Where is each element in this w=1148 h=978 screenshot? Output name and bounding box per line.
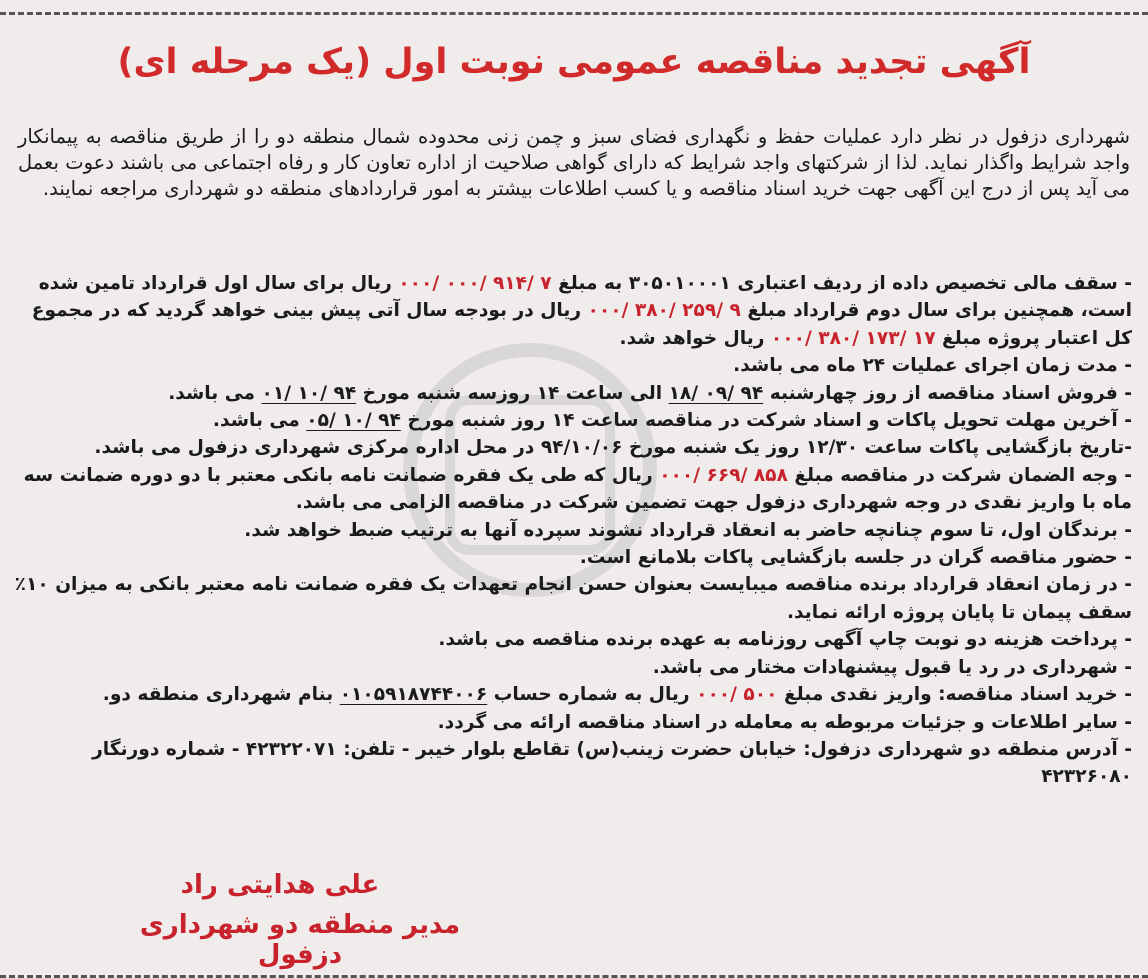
account-number: ۰۱۰۵۹۱۸۷۴۴۰۰۶ [339, 684, 488, 706]
top-dashed-border [0, 12, 1148, 15]
attendance-item: - حضور مناقصه گران در جلسه بازگشایی پاکات بلامانع است. [579, 547, 1132, 569]
performance-item: - در زمان انعقاد قرارداد برنده مناقصه میبایست بعنوان حسن انجام تعهدات یک فقره ضمانت نامه معتبر بانکی به میزان ۱۰٪ سقف پیمان تا پایان پروژه ارائه نماید. [14, 574, 1132, 623]
budget-amount-year1: ۷ /۹۱۴ /۰۰۰ /۰۰۰ [398, 273, 552, 294]
conditions-list [14, 270, 1132, 791]
discretion-item: - شهرداری در رد یا قبول پیشنهادات مختار می باشد. [652, 656, 1132, 678]
deadline-date: ۹۴ /۱۰ /۰۵ [306, 410, 401, 432]
budget-amount-total: ۱۷ /۱۷۳ /۳۸۰ /۰۰۰ [770, 327, 936, 349]
budget-item: - سقف مالی تخصیص داده از ردیف اعتباری ۳۰۵۰۱۰۰۰۱ به مبلغ ۷ /۹۱۴ /۰۰۰ /۰۰۰ ریال برای سال اول قرارداد تامین شده است، همچنین برای سال دوم قرارداد مبلغ ۹ /۲۵۹ /۳۸۰ /۰۰۰ ریال در بودجه سال آتی پیش بینی خواهد گردید که در مجموع کل اعتبار پروژه مبلغ ۱۷ /۱۷۳ /۳۸۰ /۰۰۰ ریال خواهد شد. [31, 273, 1132, 349]
guarantee-amount: ۸۵۸ /۶۶۹ /۰۰۰ [659, 464, 788, 486]
address-item: - آدرس منطقه دو شهرداری دزفول: خیابان حضرت زینب(س) تقاطع بلوار خیبر - تلفن: ۴۲۳۲۲۰۷۱ - شماره دورنگار ۴۲۳۲۶۰۸۰ [92, 738, 1132, 788]
docs-amount: ۵۰۰ /۰۰۰ [696, 684, 778, 706]
sale-end-date: ۹۴ /۱۰ /۰۱ [261, 382, 357, 404]
deadline-item: - آخرین مهلت تحویل پاکات و اسناد شرکت در مناقصه ساعت ۱۴ روز شنبه مورخ ۹۴ /۱۰ /۰۵ می باشد. [212, 410, 1132, 432]
sale-start-date: ۹۴ /۰۹ /۱۸ [668, 382, 764, 404]
winners-item: - برندگان اول، تا سوم چنانچه حاضر به انعقاد قرارداد نشوند سپرده آنها به ترتیب ضبط خواهد شد. [244, 519, 1132, 541]
other-item: - سایر اطلاعات و جزئیات مربوطه به معامله در اسناد مناقصه ارائه می گردد. [437, 711, 1132, 733]
guarantee-item: - وجه الضمان شرکت در مناقصه مبلغ ۸۵۸ /۶۶۹ /۰۰۰ ریال که طی یک فقره ضمانت نامه بانکی معتبر با دو دوره ضمانت سه ماه با واریز نقدی در وجه شهرداری دزفول جهت تضمین شرکت در مناقصه الزامی می باشد. [23, 464, 1132, 514]
sale-item: - فروش اسناد مناقصه از روز چهارشنبه ۹۴ /۰۹ /۱۸ الی ساعت ۱۴ روزسه شنبه مورخ ۹۴ /۱۰ /۰۱ می باشد. [168, 382, 1132, 404]
duration-item: - مدت زمان اجرای عملیات ۲۴ ماه می باشد. [733, 355, 1132, 377]
budget-amount-year2: ۹ /۲۵۹ /۳۸۰ /۰۰۰ [587, 300, 741, 322]
notice-title: آگهی تجدید مناقصه عمومی نوبت اول (یک مرحله ای) [117, 42, 1031, 82]
ad-cost-item: - پرداخت هزینه دو نوبت چاپ آگهی روزنامه به عهده برنده مناقصه می باشد. [438, 629, 1132, 651]
opening-item: -تاریخ بازگشایی پاکات ساعت ۱۲/۳۰ روز یک شنبه مورخ ۹۴/۱۰/۰۶ در محل اداره مرکزی شهرداری دزفول می باشد. [94, 437, 1132, 459]
tender-notice [0, 20, 1148, 978]
signer-name: علی هدایتی راد [180, 870, 380, 900]
signer-role: مدیر منطقه دو شهرداری دزفول [139, 910, 461, 970]
docs-item: - خرید اسناد مناقصه: واریز نقدی مبلغ ۵۰۰ /۰۰۰ ریال به شماره حساب ۰۱۰۵۹۱۸۷۴۴۰۰۶ بنام شهرداری منطقه دو. [102, 684, 1132, 706]
intro-paragraph: شهرداری دزفول در نظر دارد عملیات حفظ و نگهداری فضای سبز و چمن زنی محدوده شمال منطقه دو را از طریق مناقصه به پیمانکار واجد شرایط واگذار نماید. لذا از شرکتهای واجد شرایط که دارای گواهی صلاحیت از اداره تعاون کار و رفاه اجتماعی می باشند دعوت بعمل می آید پس از درج این آگهی جهت خرید اسناد مناقصه و یا کسب اطلاعات بیشتر به امور قراردادهای منطقه دو شهرداری مراجعه نمایند. [18, 125, 1130, 200]
